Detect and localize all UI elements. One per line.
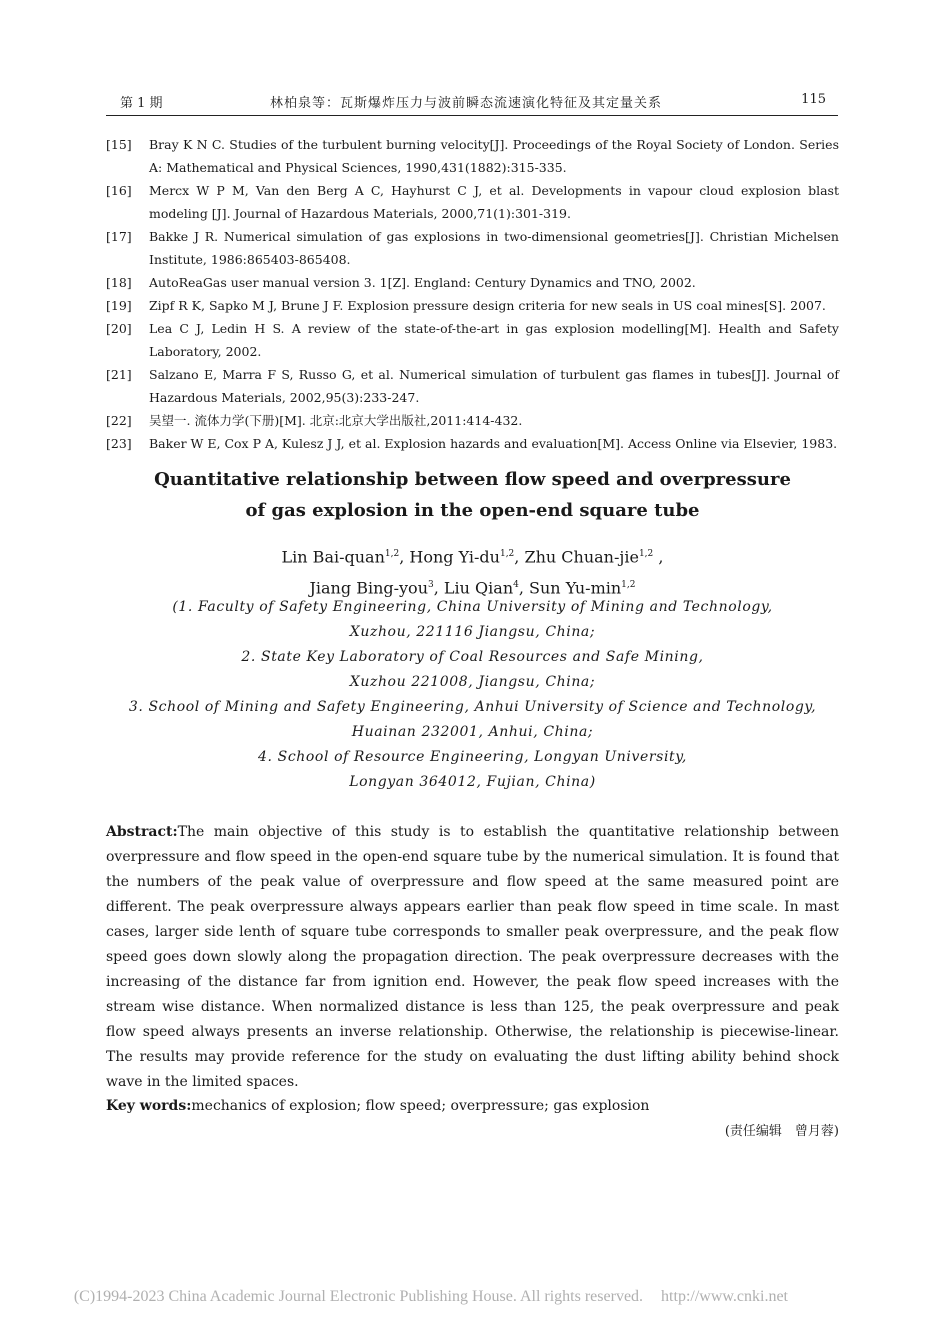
author-name: Liu Qian xyxy=(443,578,514,598)
reference-item xyxy=(106,225,839,271)
reference-item xyxy=(106,409,839,432)
reference-item xyxy=(106,363,839,409)
affiliation-line: 3. School of Mining and Safety Engineering, Anhui University of Science and Technology, xyxy=(128,699,817,715)
reference-text: Baker W E, Cox P A, Kulesz J J, et al. Explosion hazards and evaluation[M]. Access Online via Elsevier, 1983. xyxy=(149,436,838,451)
reference-item xyxy=(106,294,839,317)
reference-number: [22] xyxy=(106,413,132,428)
abstract xyxy=(106,820,839,1095)
author-affiliation-mark: 3 xyxy=(428,580,434,591)
reference-item xyxy=(106,317,839,363)
title-line: of gas explosion in the open-end square tube xyxy=(245,500,700,521)
author-affiliation-mark: 4 xyxy=(513,580,519,591)
reference-text: Lea C J, Ledin H S. A review of the state-of-the-art in gas explosion modelling[M]. Health and Safety Laboratory, 2002. xyxy=(149,321,839,359)
reference-text: 吴望一. 流体力学(下册)[M]. 北京:北京大学出版社,2011:414-432. xyxy=(149,413,523,428)
author-list xyxy=(106,540,839,603)
affiliation-line: Xuzhou 221008, Jiangsu, China; xyxy=(349,674,596,690)
reference-text: Bakke J R. Numerical simulation of gas explosions in two-dimensional geometries[J]. Christian Michelsen Institute, 1986:865403-865408. xyxy=(149,229,839,267)
reference-text: Zipf R K, Sapko M J, Brune J F. Explosion pressure design criteria for new seals in US coal mines[S]. 2007. xyxy=(149,298,826,313)
keywords-text: mechanics of explosion; flow speed; overpressure; gas explosion xyxy=(191,1098,650,1114)
author-separator: , xyxy=(433,578,444,598)
affiliation-line: 2. State Key Laboratory of Coal Resources and Safe Mining, xyxy=(241,649,704,665)
author-name: Zhu Chuan-jie xyxy=(524,547,639,567)
author-separator: , xyxy=(399,547,410,567)
reference-list xyxy=(106,133,839,455)
author-affiliation-mark: 1,2 xyxy=(499,549,515,559)
affiliation-line: 4. School of Resource Engineering, Longyan University, xyxy=(258,749,687,765)
reference-number: [15] xyxy=(106,137,132,152)
reference-text: Mercx W P M, Van den Berg A C, Hayhurst C J, et al. Developments in vapour cloud explosion blast modeling [J]. Journal of Hazardous Materials, 2000,71(1):301-319. xyxy=(149,183,839,221)
reference-number: [20] xyxy=(106,321,132,336)
author-name: Lin Bai-quan xyxy=(281,547,385,567)
reference-number: [18] xyxy=(106,275,132,290)
header-divider xyxy=(106,115,838,116)
editor-note: (责任编辑 曾月蓉) xyxy=(724,1124,839,1139)
paper-title xyxy=(106,464,839,526)
abstract-label: Abstract: xyxy=(106,824,178,840)
author-separator: , xyxy=(514,547,525,567)
affiliation-line: Xuzhou, 221116 Jiangsu, China; xyxy=(349,624,596,640)
issue-number: 第 1 期 xyxy=(120,96,163,111)
reference-number: [23] xyxy=(106,436,132,451)
author-name: Jiang Bing-you xyxy=(309,578,428,598)
keywords-label: Key words: xyxy=(106,1098,192,1114)
footer-url[interactable]: http://www.cnki.net xyxy=(661,1288,788,1305)
affiliation-list xyxy=(106,595,839,795)
reference-item xyxy=(106,179,839,225)
reference-number: [21] xyxy=(106,367,132,382)
author-separator: , xyxy=(653,547,664,567)
author-name: Hong Yi-du xyxy=(409,547,500,567)
title-line: Quantitative relationship between flow speed and overpressure xyxy=(154,469,791,490)
reference-number: [16] xyxy=(106,183,132,198)
page-number: 115 xyxy=(801,92,826,107)
reference-text: AutoReaGas user manual version 3. 1[Z]. England: Century Dynamics and TNO, 2002. xyxy=(149,275,696,290)
author-affiliation-mark: 1,2 xyxy=(621,580,636,591)
author-affiliation-mark: 1,2 xyxy=(384,549,400,559)
reference-item xyxy=(106,271,839,294)
reference-number: [19] xyxy=(106,298,132,313)
author-separator: , xyxy=(518,578,530,598)
affiliation-line: Longyan 364012, Fujian, China) xyxy=(349,774,596,790)
page-footer xyxy=(0,1288,788,1306)
author-name: Sun Yu-min xyxy=(529,578,622,598)
author-affiliation-mark: 1,2 xyxy=(638,549,654,559)
copyright-notice: (C)1994-2023 China Academic Journal Electronic Publishing House. All rights reserved. xyxy=(73,1288,644,1305)
abstract-text: The main objective of this study is to establish the quantitative relationship between overpressure and flow speed in the open-end square tube by the numerical simulation. It is found that the numbers of the peak value of overpressure and flow speed at the same measured point are different. The peak overpressure always appears earlier than peak flow speed in time scale. In mast cases, larger side lenth of square tube corresponds to smaller peak overpressure, and the peak flow speed goes down slowly along the propagation direction. The peak overpressure decreases with the increasing of the distance far from ignition end. However, the peak flow speed increases with the stream wise distance. When normalized distance is less than 125, the peak overpressure and peak flow speed always presents an inverse relationship. Otherwise, the relationship is piecewise-linear. The results may provide reference for the study on evaluating the dust lifting ability behind shock wave in the limited spaces. xyxy=(106,824,839,1090)
reference-text: Salzano E, Marra F S, Russo G, et al. Numerical simulation of turbulent gas flames in tubes[J]. Journal of Hazardous Materials, 2002,95(3):233-247. xyxy=(149,367,839,405)
reference-item xyxy=(106,432,839,455)
reference-number: [17] xyxy=(106,229,132,244)
running-title: 林柏泉等：瓦斯爆炸压力与波前瞬态流速演化特征及其定量关系 xyxy=(270,96,663,111)
affiliation-line: (1. Faculty of Safety Engineering, China University of Mining and Technology, xyxy=(172,599,773,615)
running-header xyxy=(120,92,826,112)
reference-text: Bray K N C. Studies of the turbulent burning velocity[J]. Proceedings of the Royal Society of London. Series A: Mathematical and Physical Sciences, 1990,431(1882):315-335. xyxy=(149,137,839,175)
keywords xyxy=(106,1094,839,1119)
reference-item xyxy=(106,133,839,179)
affiliation-line: Huainan 232001, Anhui, China; xyxy=(351,724,594,740)
